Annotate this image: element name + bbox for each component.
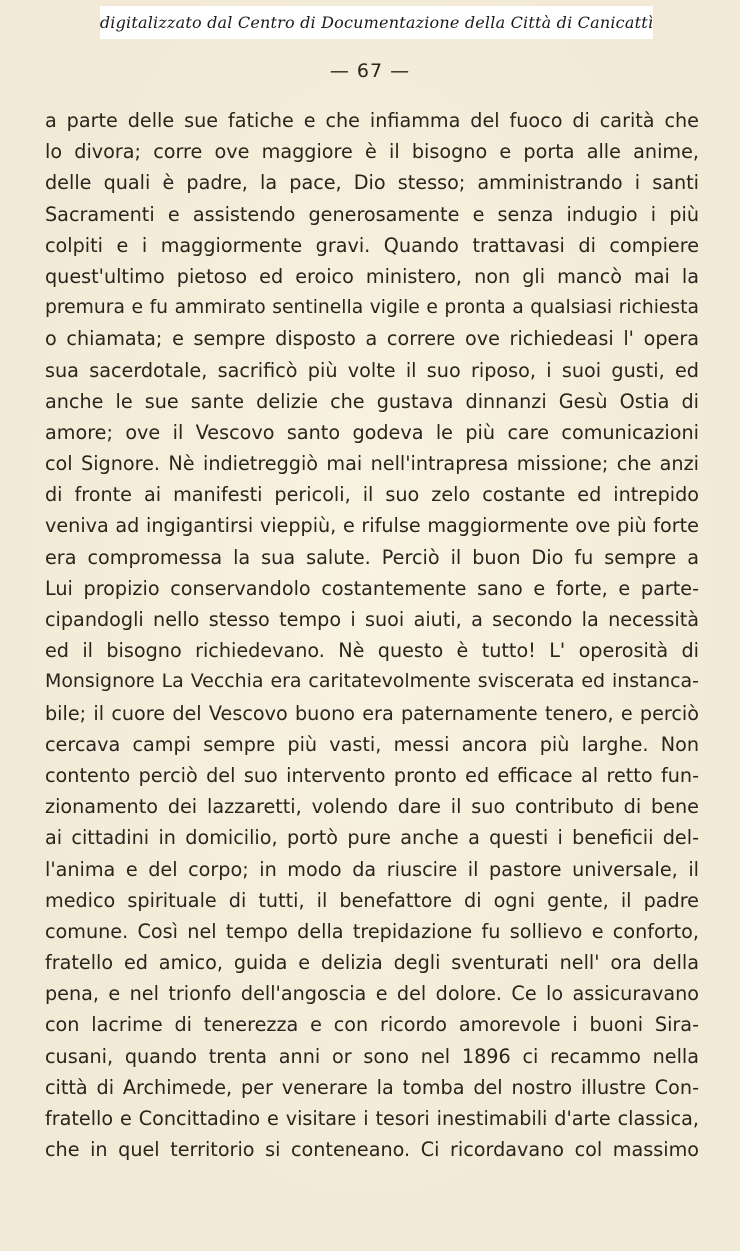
text-line: lo divora; corre ove maggiore è il bisogno e porta alle anime,: [45, 140, 699, 164]
text-line: ed il bisogno richiedevano. Nè questo è tutto! L' operosità di: [45, 639, 699, 663]
text-line: anche le sue sante delizie che gustava dinnanzi Gesù Ostia di: [45, 389, 699, 413]
text-line: di fronte ai manifesti pericoli, il suo zelo costante ed intrepido: [45, 483, 699, 507]
body-text: [45, 105, 699, 1165]
text-line: Monsignore La Vecchia era caritatevolmente sviscerata ed instanca-: [45, 670, 699, 693]
text-line: o chiamata; e sempre disposto a correre ove richiedeasi l' opera: [45, 327, 699, 351]
text-line: Lui propizio conservandolo costantemente sano e forte, e parte-: [45, 576, 699, 600]
text-line: medico spirituale di tutti, il benefattore di ogni gente, il padre: [45, 888, 699, 912]
text-line: fratello e Concittadino e visitare i tesori inestimabili d'arte classica,: [45, 1107, 699, 1130]
text-line: fratello ed amico, guida e delizia degli sventurati nell' ora della: [45, 951, 699, 975]
text-line: cercava campi sempre più vasti, messi ancora più larghe. Non: [45, 732, 699, 756]
text-line: premura e fu ammirato sentinella vigile e pronta a qualsiasi richiesta: [45, 297, 699, 319]
text-line: bile; il cuore del Vescovo buono era paternamente tenero, e perciò: [45, 701, 699, 725]
text-line: sua sacerdotale, sacrificò più volte il suo riposo, i suoi gusti, ed: [45, 358, 699, 382]
text-line: città di Archimede, per venerare la tomba del nostro illustre Con-: [45, 1075, 699, 1099]
text-line: contento perciò del suo intervento pronto ed efficace al retto fun-: [45, 763, 699, 787]
text-line: amore; ove il Vescovo santo godeva le più care comunicazioni: [45, 420, 699, 444]
text-line: ai cittadini in domicilio, portò pure anche a questi i beneficii del-: [45, 826, 699, 850]
text-line: Sacramenti e assistendo generosamente e senza indugio i più: [45, 202, 699, 226]
digitization-watermark: digitalizzato dal Centro di Documentazione della Città di Canicattì: [100, 6, 653, 39]
text-line: delle quali è padre, la pace, Dio stesso; amministrando i santi: [45, 171, 699, 195]
text-line: col Signore. Nè indietreggiò mai nell'intrapresa missione; che anzi: [45, 452, 699, 476]
text-line: che in quel territorio si conteneano. Ci ricordavano col massimo: [45, 1138, 699, 1162]
text-line: l'anima e del corpo; in modo da riuscire il pastore universale, il: [45, 857, 699, 881]
text-line: cusani, quando trenta anni or sono nel 1896 ci recammo nella: [45, 1044, 699, 1068]
text-line: a parte delle sue fatiche e che infiamma del fuoco di carità che: [45, 109, 699, 132]
text-line: zionamento dei lazzaretti, volendo dare il suo contributo di bene: [45, 795, 699, 819]
text-line: con lacrime di tenerezza e con ricordo amorevole i buoni Sira-: [45, 1013, 699, 1037]
text-line: comune. Così nel tempo della trepidazione fu sollievo e conforto,: [45, 919, 699, 943]
page-number: — 67 —: [329, 60, 411, 82]
text-line: era compromessa la sua salute. Perciò il buon Dio fu sempre a: [45, 545, 699, 569]
text-line: pena, e nel trionfo dell'angoscia e del dolore. Ce lo assicuravano: [45, 982, 699, 1006]
text-line: veniva ad ingigantirsi vieppiù, e rifulse maggiormente ove più forte: [45, 514, 699, 538]
text-line: cipandogli nello stesso tempo i suoi aiuti, a secondo la necessità: [45, 608, 699, 631]
text-line: quest'ultimo pietoso ed eroico ministero, non gli mancò mai la: [45, 264, 699, 288]
text-line: colpiti e i maggiormente gravi. Quando trattavasi di compiere: [45, 233, 699, 257]
